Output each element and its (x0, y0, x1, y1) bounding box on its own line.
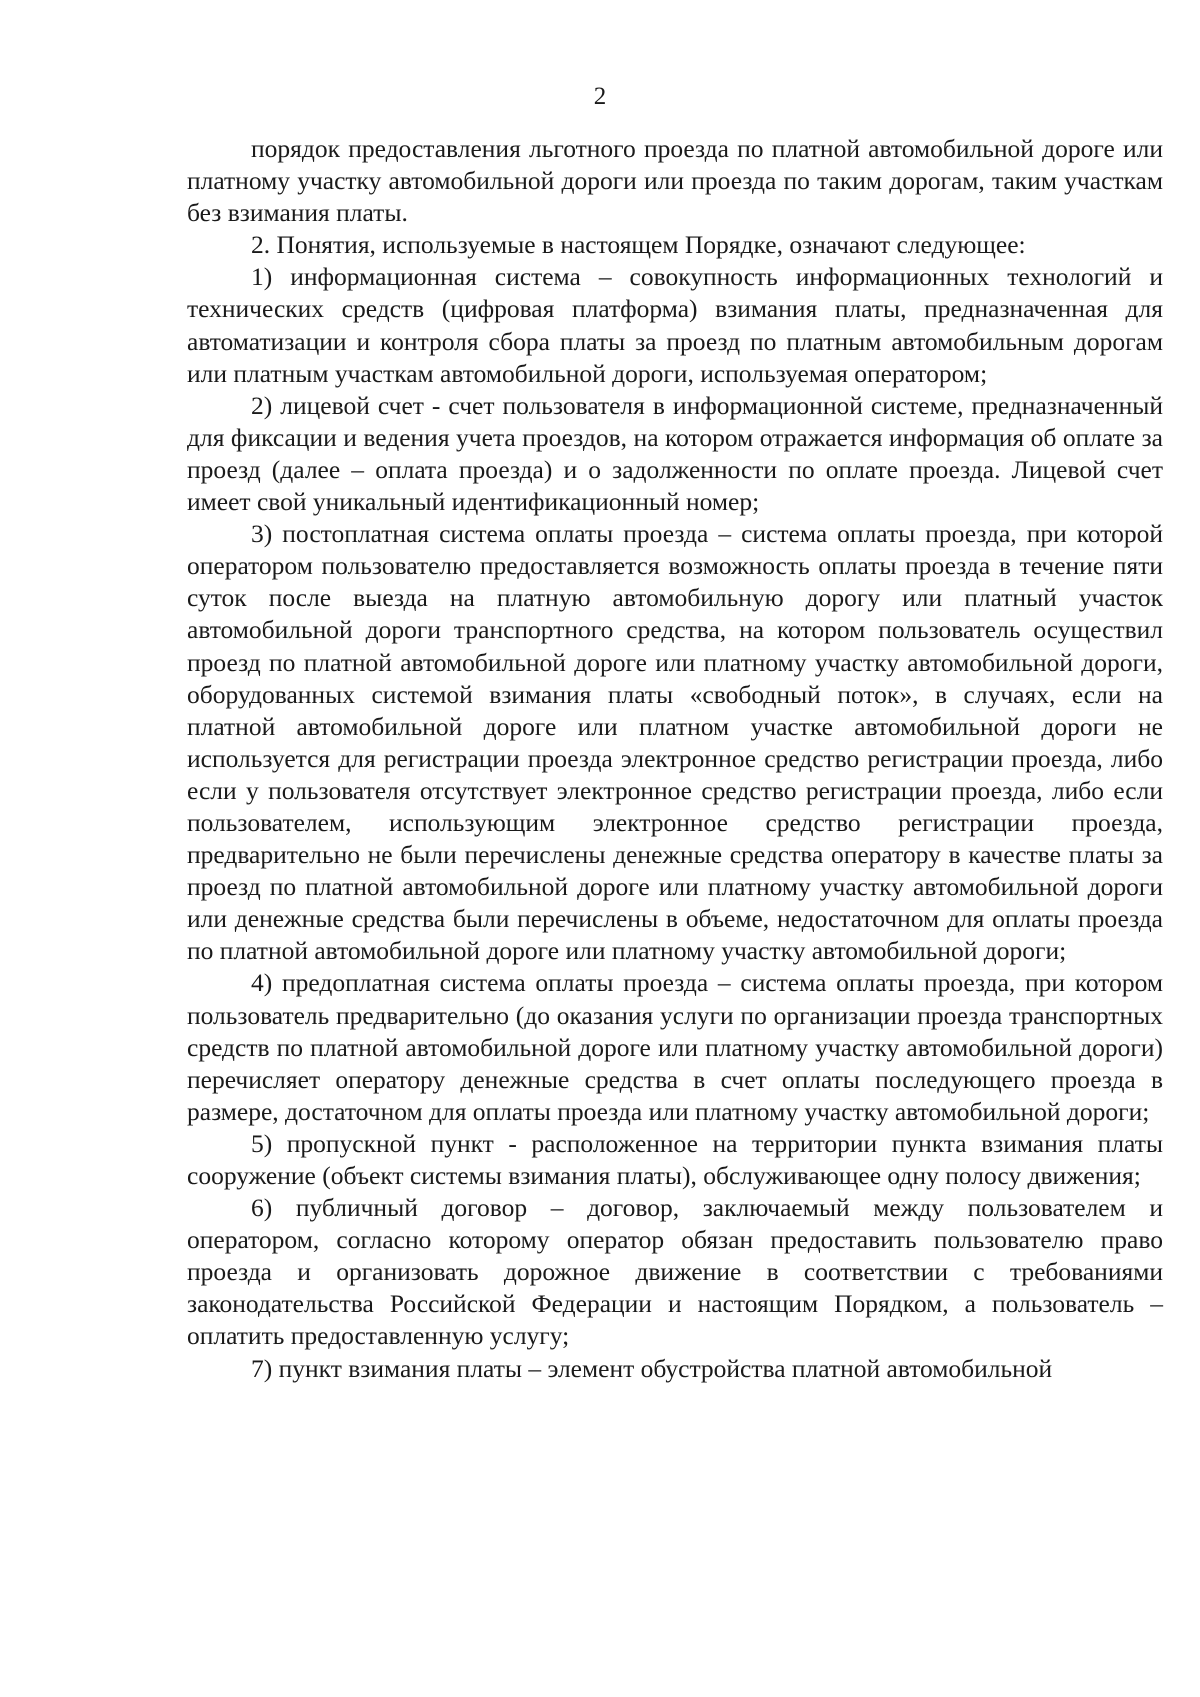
paragraph-item-5: 5) пропускной пункт - расположенное на территории пункта взимания платы сооружение (объект системы взимания платы), обслуживающее одну полосу движения; (187, 1128, 1163, 1190)
paragraph-item-1: 1) информационная система – совокупность информационных технологий и технических средств (цифровая платформа) взимания платы, предназначенная для автоматизации и контроля сбора платы за проезд по платным автомобильным дорогам или платным участкам автомобильной дороги, используемая оператором; (187, 262, 1163, 388)
page-number: 2 (593, 83, 607, 110)
paragraph-item-4: 4) предоплатная система оплаты проезда – система оплаты проезда, при котором пользователь предварительно (до оказания услуги по организации проезда транспортных средств по платной автомобильной дороге или платному участку автомобильной дороги) перечисляет оператору денежные средства в счет оплаты последующего проезда в размере, достаточном для оплаты проезда или платному участку автомобильной дороги; (187, 968, 1163, 1126)
paragraph-item-6: 6) публичный договор – договор, заключаемый между пользователем и оператором, согласно которому оператор обязан предоставить пользователю право проезда и организовать дорожное движение в соответствии с требованиями законодательства Российской Федерации и настоящим Порядком, а пользователь – оплатить предоставленную услугу; (187, 1193, 1163, 1351)
paragraph-continuation: порядок предоставления льготного проезда по платной автомобильной дороге или платному участку автомобильной дороги или проезда по таким дорогам, таким участкам без взимания платы. (187, 134, 1163, 228)
paragraph-definitions-intro: 2. Понятия, используемые в настоящем Порядке, означают следующее: (251, 230, 1026, 260)
document-body (187, 133, 1163, 1385)
paragraph-item-7: 7) пункт взимания платы – элемент обустройства платной автомобильной (251, 1353, 1053, 1383)
paragraph-item-3: 3) постоплатная система оплаты проезда – система оплаты проезда, при которой оператором пользователю предоставляется возможность оплаты проезда в течение пяти суток после выезда на платную автомобильную дорогу или платный участок автомобильной дороги транспортного средства, на котором пользователь осуществил проезд по платной автомобильной дороге или платному участку автомобильной дороги, оборудованных системой взимания платы «свободный поток», в случаях, если на платной автомобильной дороге или платном участке автомобильной дороги не используется для регистрации проезда электронное средство регистрации проезда, либо если у пользователя отсутствует электронное средство регистрации проезда, либо если пользователем, использующим электронное средство регистрации проезда, предварительно не были перечислены денежные средства оператору в качестве платы за проезд по платной автомобильной дороге или платному участку автомобильной дороги или денежные средства были перечислены в объеме, недостаточном для оплаты проезда по платной автомобильной дороге или платному участку автомобильной дороги; (187, 519, 1163, 966)
paragraph-item-2: 2) лицевой счет - счет пользователя в информационной системе, предназначенный для фиксации и ведения учета проездов, на котором отражается информация об оплате за проезд (далее – оплата проезда) и о задолженности по оплате проезда. Лицевой счет имеет свой уникальный идентификационный номер; (187, 390, 1163, 517)
